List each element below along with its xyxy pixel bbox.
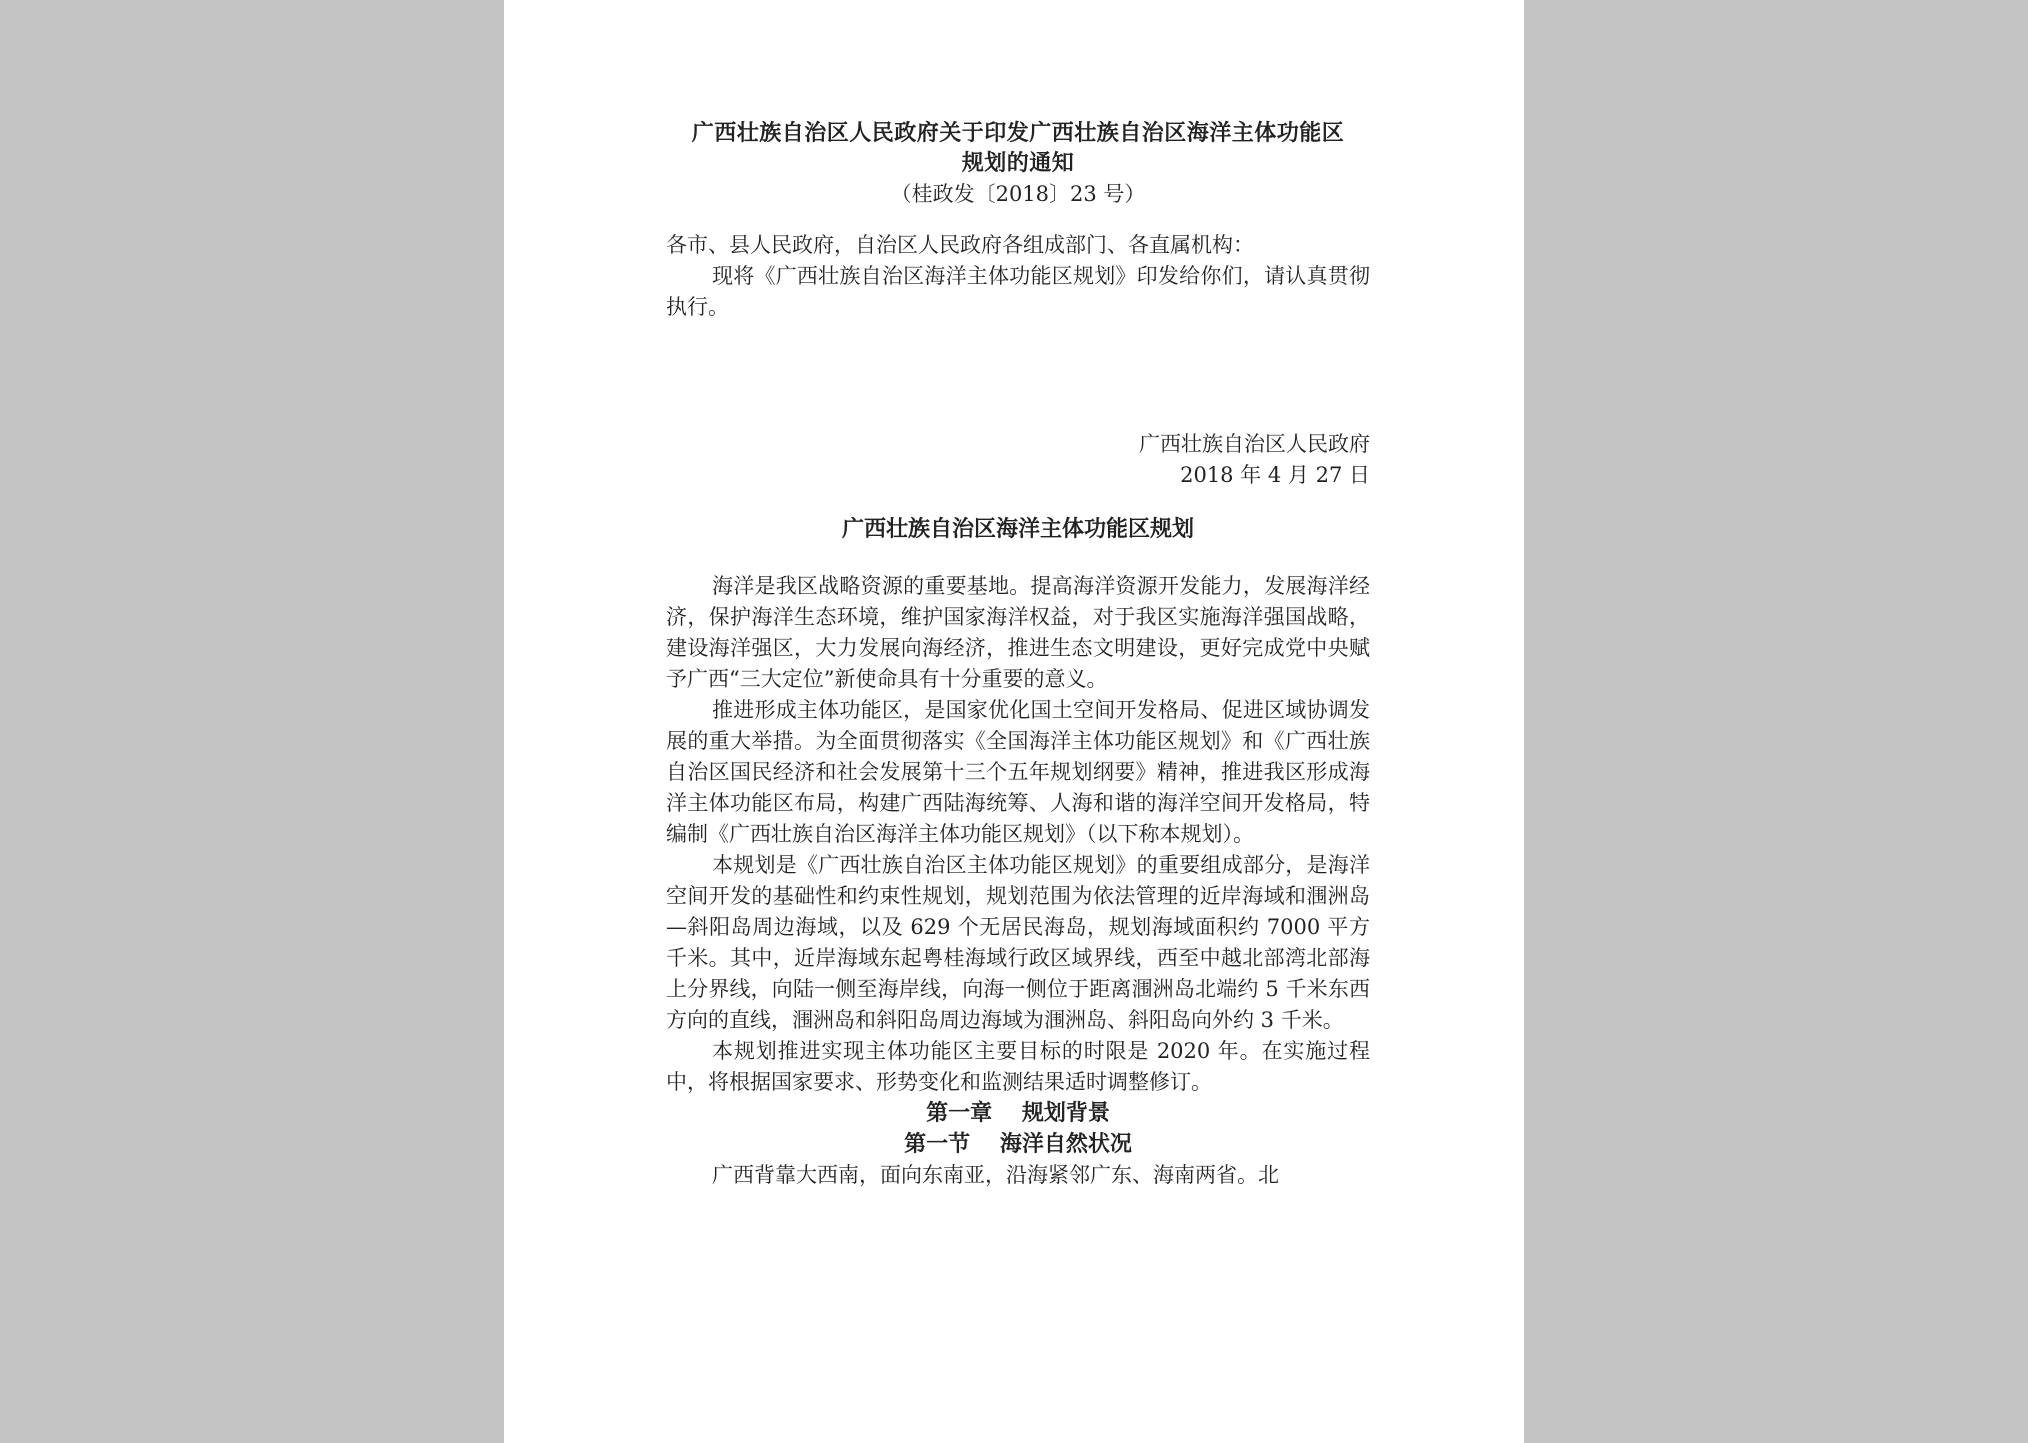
document-content (666, 118, 1370, 1191)
chapter-title: 第一章 规划背景 (926, 1100, 1110, 1126)
paragraph: 海洋是我区战略资源的重要基地。提高海洋资源开发能力，发展海洋经济，保护海洋生态环境，维护国家海洋权益，对于我区实施海洋强国战略，建设海洋强区，大力发展向海经济，推进生态文明建设，更好完成党中央赋予广西“三大定位”新使命具有十分重要的意义。 (666, 574, 1370, 691)
document-page (504, 0, 1524, 1443)
plan-title: 广西壮族自治区海洋主体功能区规划 (841, 516, 1194, 542)
addressee: 各市、县人民政府，自治区人民政府各组成部门、各直属机构： (666, 233, 1254, 257)
paragraph: 本规划推进实现主体功能区主要目标的时限是 2020 年。在实施过程中，将根据国家要求、形势变化和监测结果适时调整修订。 (666, 1039, 1370, 1094)
signature-block (666, 429, 1370, 491)
section-title: 第一节 海洋自然状况 (904, 1131, 1132, 1157)
signature-date: 2018 年 4 月 27 日 (1180, 463, 1370, 487)
paragraph: 推进形成主体功能区，是国家优化国土空间开发格局、促进区域协调发展的重大举措。为全面贯彻落实《全国海洋主体功能区规划》和《广西壮族自治区国民经济和社会发展第十三个五年规划纲要》精神，推进我区形成海洋主体功能区布局，构建广西陆海统筹、人海和谐的海洋空间开发格局，特编制《广西壮族自治区海洋主体功能区规划》（以下称本规划）。 (666, 698, 1370, 846)
paragraph: 本规划是《广西壮族自治区主体功能区规划》的重要组成部分，是海洋空间开发的基础性和约束性规划，规划范围为依法管理的近岸海域和涠洲岛—斜阳岛周边海域，以及 629 个无居民海岛，规划海域面积约 7000 平方千米。其中，近岸海域东起粤桂海域行政区域界线，西至中越北部湾北部海上分界线，向陆一侧至海岸线，向海一侧位于距离涠洲岛北端约 5 千米东西方向的直线，涠洲岛和斜阳岛周边海域为涠洲岛、斜阳岛向外约 3 千米。 (666, 853, 1370, 1032)
paragraph-last: 广西背靠大西南，面向东南亚，沿海紧邻广东、海南两省。北 (712, 1163, 1279, 1187)
document-number: （桂政发〔2018〕23 号） (890, 182, 1146, 206)
notice-body: 现将《广西壮族自治区海洋主体功能区规划》印发给你们，请认真贯彻执行。 (666, 264, 1370, 319)
signature-org: 广西壮族自治区人民政府 (1139, 432, 1370, 456)
notice-title-line-2: 规划的通知 (961, 150, 1075, 176)
notice-title-line-1: 广西壮族自治区人民政府关于印发广西壮族自治区海洋主体功能区 (691, 120, 1345, 146)
